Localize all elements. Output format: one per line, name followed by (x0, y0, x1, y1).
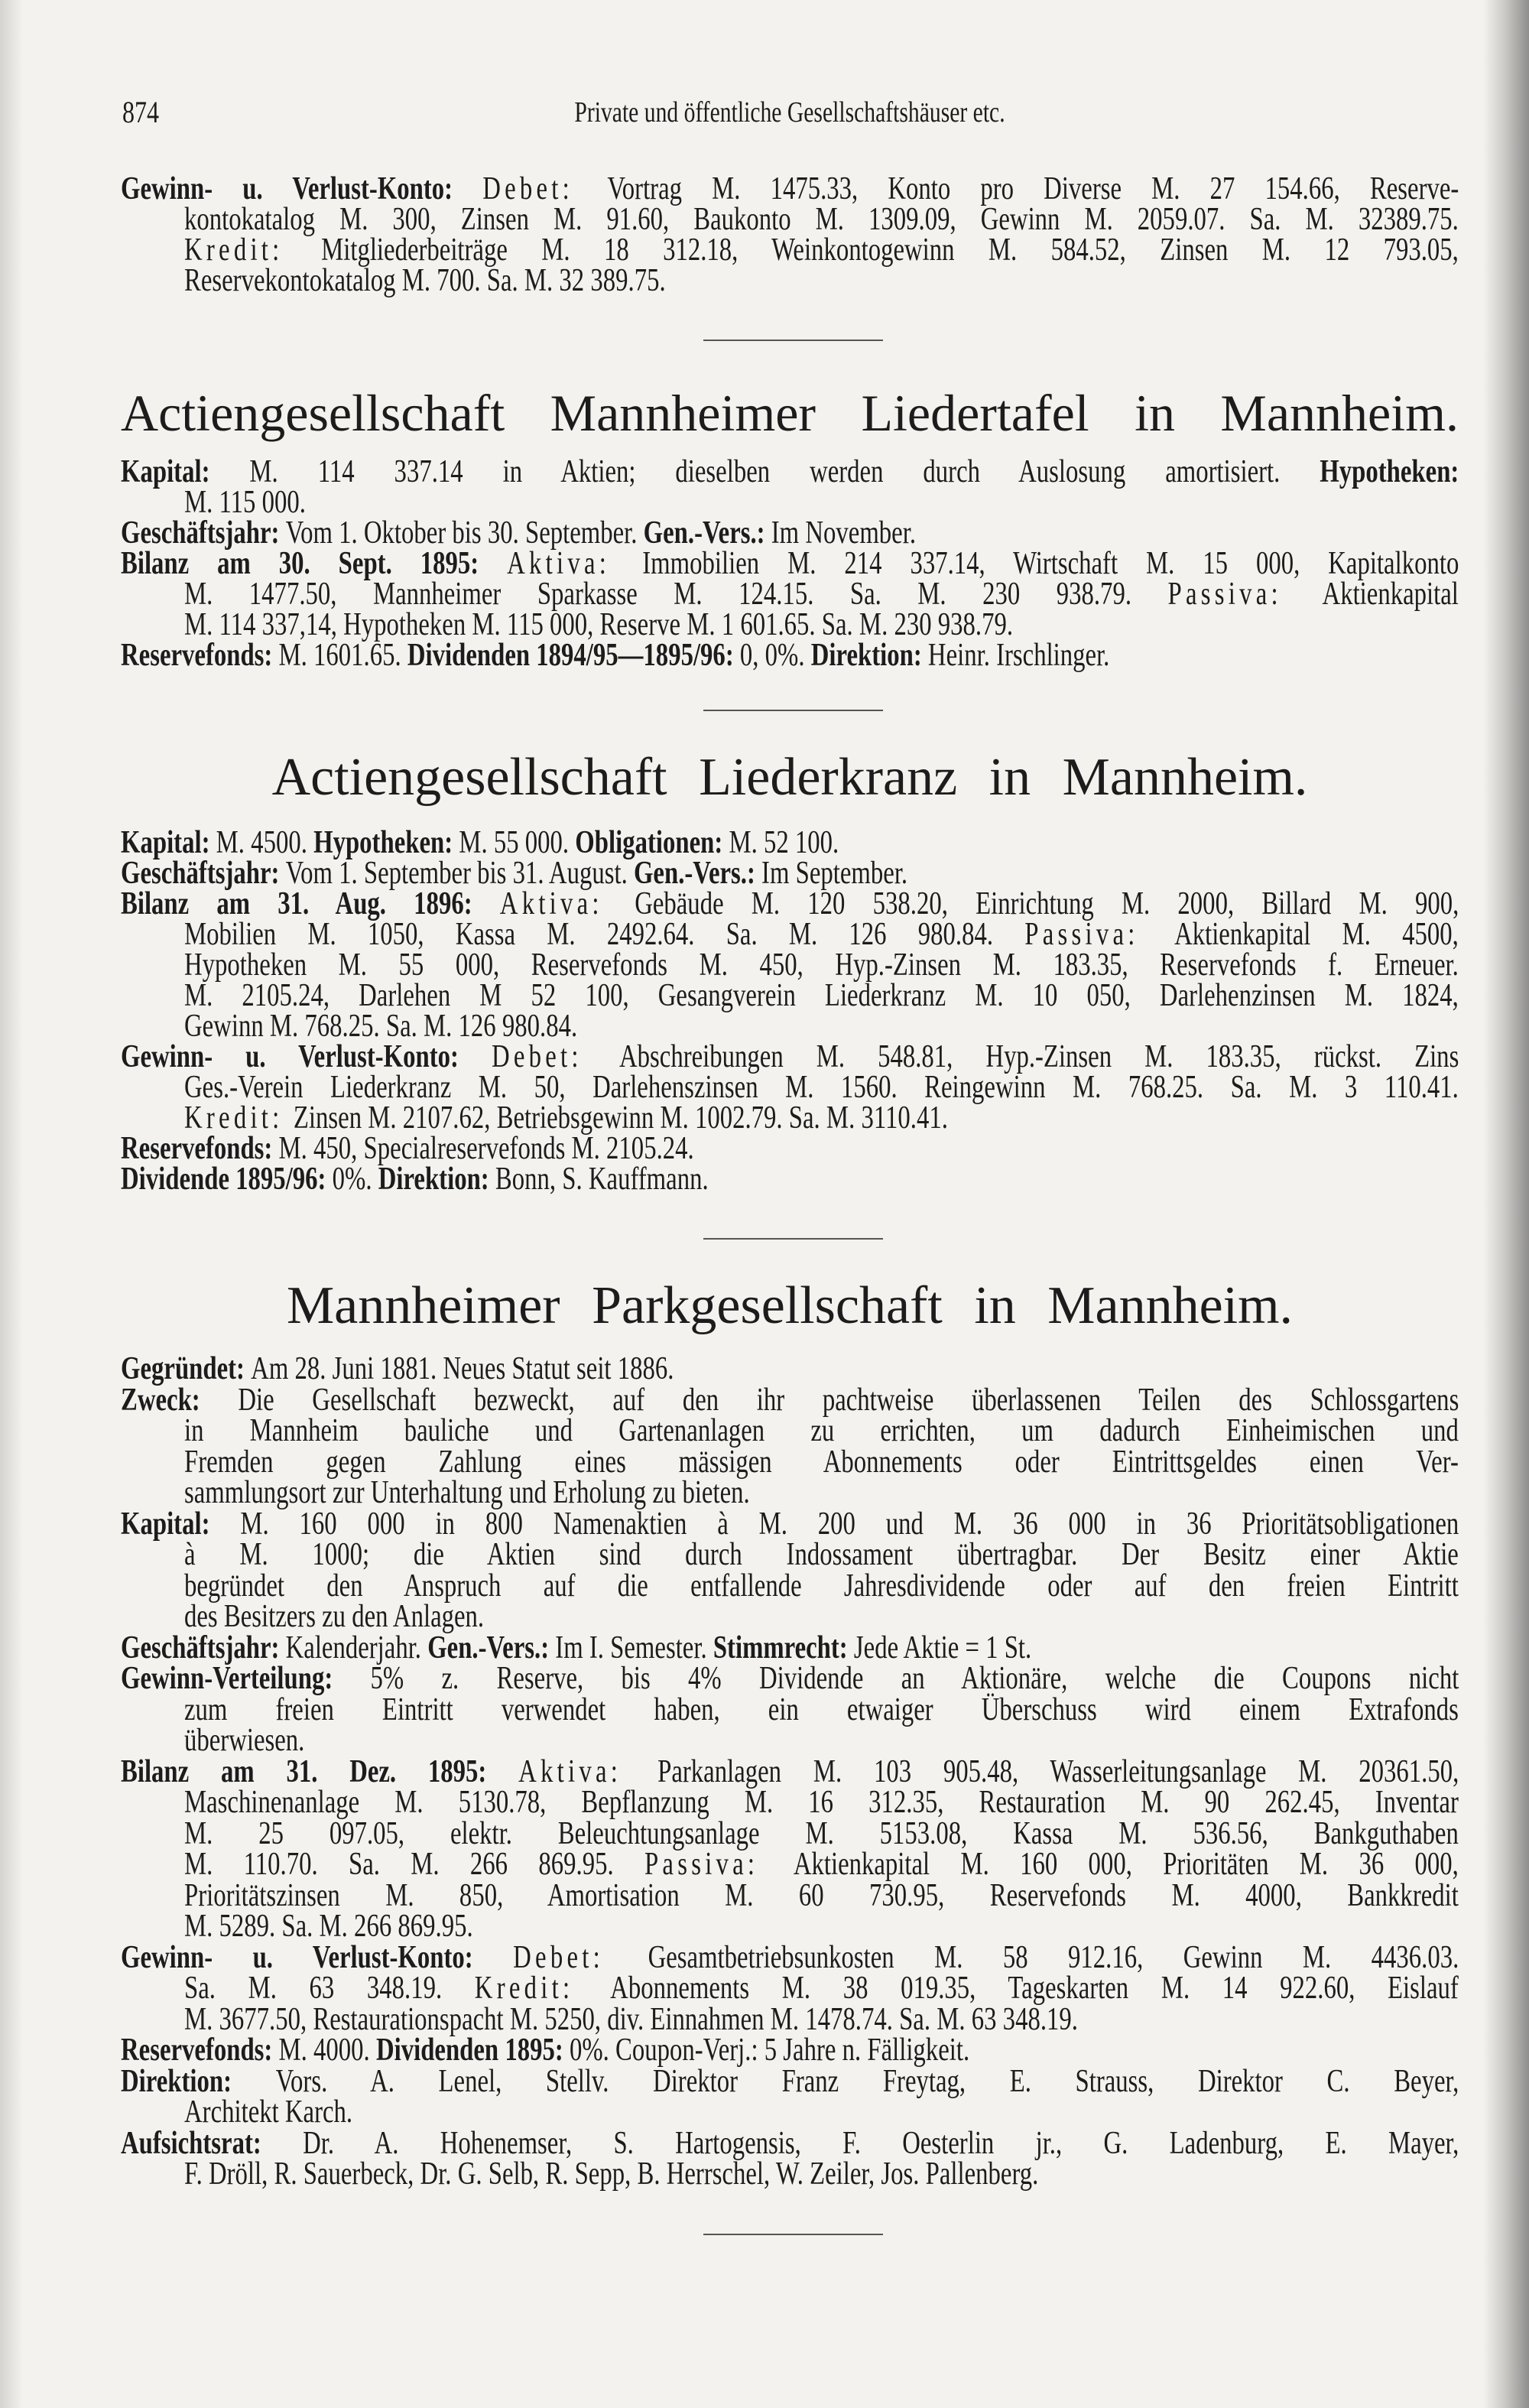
entry (121, 1162, 1459, 1197)
entry (121, 515, 1459, 551)
section-continued-accounts (121, 171, 1459, 298)
entry (121, 171, 1459, 298)
body-text: Gebäude M. 120 538.20, Einrichtung M. 2000, Billard M. 900, (635, 886, 1459, 921)
section-liederkranz (121, 825, 1459, 1197)
body-text: Zinsen M. 2107.62, Betriebsgewinn M. 1002.79. Sa. M. 3110.41. (293, 1100, 948, 1136)
text-line (121, 1753, 1459, 1789)
body-text: Hypotheken M. 55 000, Reservefonds M. 450, Hyp.-Zinsen M. 183.35, Reservefonds f. Erneuer. (184, 947, 1459, 983)
spaced-label: Debet: (491, 1039, 620, 1074)
spaced-label: Passiva: (644, 1847, 794, 1882)
field-label: Gen.-Vers.: (643, 515, 771, 551)
body-text: Ges.-Verein Liederkranz M. 50, Darlehenszinsen M. 1560. Reingewinn M. 768.25. Sa. M. 3 110.41. (184, 1070, 1459, 1105)
body-text: M. 1477.50, Mannheimer Sparkasse M. 124.15. Sa. M. 230 938.79. (184, 577, 1168, 612)
spaced-label: Aktiva: (499, 886, 635, 921)
spaced-label: Debet: (513, 1939, 648, 1975)
body-text: M. 25 097.05, elektr. Beleuchtungsanlage M. 5153.08, Kassa M. 536.56, Bankguthaben (184, 1815, 1459, 1851)
text-line (184, 2001, 1459, 2037)
field-label: Obligationen: (575, 825, 729, 860)
text-line (121, 2125, 1459, 2161)
text-line (184, 1415, 1459, 1447)
body-text: Die Gesellschaft bezweckt, auf den ihr pachtweise überlassenen Teilen des Schlossgartens (238, 1382, 1459, 1418)
field-label: Direktion: (810, 638, 928, 673)
field-label: Direktion: (121, 2063, 276, 2099)
text-line (121, 171, 1459, 206)
section-parkgesellschaft (121, 1353, 1459, 2190)
body-text: Gesamtbetriebsunkosten M. 58 912.16, Gewinn M. 4436.03. (648, 1939, 1459, 1975)
field-label: Reservefonds: (121, 1131, 279, 1166)
body-text: Aktienkapital M. 4500, (1174, 917, 1459, 952)
text-line (121, 1939, 1459, 1975)
field-label: Bilanz am 31. Aug. 1896: (121, 886, 500, 921)
body-text: sammlungsort zur Unterhaltung und Erholung zu bieten. (184, 1475, 750, 1510)
text-line (121, 640, 1459, 671)
text-line (121, 1133, 1459, 1164)
entry (121, 1039, 1459, 1136)
text-line (184, 980, 1459, 1011)
section-divider (703, 1238, 883, 1240)
section-title-liederkranz: Actiengesellschaft Liederkranz in Mannheim. (271, 748, 1308, 807)
field-label: Gen.-Vers.: (633, 856, 762, 891)
text-line (184, 1601, 1459, 1633)
body-text: Vom 1. September bis 31. August. (285, 856, 634, 891)
field-label: Dividenden 1895: (375, 2033, 570, 2068)
spaced-label: Kredit: (184, 1100, 294, 1136)
field-label: Stimmrecht: (713, 1630, 854, 1665)
text-line (184, 1539, 1459, 1571)
body-text: Abonnements M. 38 019.35, Tageskarten M. 14 922.60, Eislauf (610, 1971, 1459, 2006)
text-line (121, 1353, 1459, 1385)
entry (121, 1506, 1459, 1634)
body-text: M. 450, Specialreservefonds M. 2105.24. (278, 1131, 694, 1166)
body-text: M. 110.70. Sa. M. 266 869.95. (184, 1847, 644, 1882)
body-text: Fremden gegen Zahlung eines mässigen Abonnements oder Eintrittsgeldes einen Ver- (184, 1444, 1459, 1480)
body-text: M. 2105.24, Darlehen M 52 100, Gesangverein Liederkranz M. 10 050, Darlehenzinsen M. 1824, (184, 978, 1459, 1013)
body-text: des Besitzers zu den Anlagen. (184, 1599, 485, 1634)
entry (121, 1939, 1459, 2037)
body-text: 0%. (332, 1162, 378, 1197)
entry (121, 1353, 1459, 1385)
text-line (184, 577, 1459, 612)
text-line (121, 2063, 1459, 2099)
body-text: Gewinn M. 768.25. Sa. M. 126 980.84. (184, 1009, 578, 1044)
text-line (184, 1568, 1459, 1604)
body-text: 0%. Coupon-Verj.: 5 Jahre n. Fälligkeit. (569, 2033, 970, 2068)
body-text: Vortrag M. 1475.33, Konto pro Diverse M. 27 154.66, Reserve- (607, 171, 1459, 206)
body-text: in Mannheim bauliche und Gartenanlagen zu errichten, um dadurch Einheimischen und (184, 1413, 1459, 1448)
entry (121, 827, 1459, 858)
field-label: Gewinn- u. Verlust-Konto: (121, 1939, 514, 1975)
field-label: Gewinn-Verteilung: (121, 1661, 371, 1696)
entry (121, 2125, 1459, 2192)
field-label: Dividende 1895/96: (121, 1162, 333, 1197)
body-text: Immobilien M. 214 337.14, Wirtschaft M. 15 000, Kapitalkonto (642, 546, 1459, 581)
spaced-label: Passiva: (1024, 917, 1175, 952)
entry (121, 1630, 1459, 1665)
spaced-label: Kredit: (184, 232, 322, 268)
text-line (121, 1506, 1459, 1542)
text-line (184, 487, 1459, 518)
text-line (121, 1630, 1459, 1665)
body-text: Prioritätszinsen M. 850, Amortisation M. 60 730.95, Reservefonds M. 4000, Bankkredit (184, 1877, 1459, 1913)
body-text: Heinr. Irschlinger. (927, 638, 1110, 673)
body-text: Im I. Semester. (555, 1630, 713, 1665)
body-text: 5% z. Reserve, bis 4% Dividende an Aktionäre, welche die Coupons nicht (370, 1661, 1459, 1696)
text-line (184, 265, 1459, 296)
body-text: M. 114 337.14 in Aktien; dieselben werden durch Auslosung amortisiert. (249, 454, 1320, 489)
field-label: Kapital: (121, 1506, 241, 1542)
body-text: Im September. (761, 856, 908, 891)
body-text: überwiesen. (184, 1723, 305, 1758)
body-text: Am 28. Juni 1881. Neues Statut seit 1886. (251, 1351, 674, 1386)
field-label: Reservefonds: (121, 638, 279, 673)
field-label: Dividenden 1894/95—1895/96: (407, 638, 740, 673)
field-label: Kapital: (121, 825, 216, 860)
body-text: Im November. (771, 515, 917, 551)
text-line (121, 1382, 1459, 1418)
spaced-label: Aktiva: (518, 1753, 658, 1789)
body-text: M. 52 100. (729, 825, 839, 860)
body-text: Kalenderjahr. (285, 1630, 428, 1665)
text-line (184, 1725, 1459, 1756)
body-text: Mitgliederbeiträge M. 18 312.18, Weinkontogewinn M. 584.52, Zinsen M. 12 793.05, (321, 232, 1459, 268)
field-label: Direktion: (378, 1162, 495, 1197)
body-text: Aktienkapital (1322, 577, 1459, 612)
spaced-label: Kredit: (474, 1971, 611, 2006)
body-text: Reservekontokatalog M. 700. Sa. M. 32 389.75. (184, 263, 666, 298)
text-line (184, 2156, 1459, 2192)
body-text: Architekt Karch. (184, 2094, 353, 2130)
body-text: M. 4500. (216, 825, 314, 860)
entry (121, 858, 1459, 889)
field-label: Geschäftsjahr: (121, 515, 286, 551)
section-divider (703, 2234, 883, 2235)
body-text: Jede Aktie = 1 St. (853, 1630, 1032, 1665)
text-line (184, 609, 1459, 640)
entry (121, 2035, 1459, 2066)
spaced-label: Passiva: (1167, 577, 1323, 612)
body-text: M. 115 000. (184, 485, 306, 520)
text-line (184, 1691, 1459, 1727)
text-line (184, 1877, 1459, 1913)
text-line (121, 548, 1459, 579)
field-label: Gegründet: (121, 1351, 252, 1386)
body-text: Mobilien M. 1050, Kassa M. 2492.64. Sa. M. 126 980.84. (184, 917, 1025, 952)
field-label: Kapital: (121, 454, 250, 489)
body-text: M. 114 337,14, Hypotheken M. 115 000, Reserve M. 1 601.65. Sa. M. 230 938.79. (184, 607, 1014, 642)
text-line (121, 454, 1459, 489)
page-edge-shadow-right (1483, 0, 1529, 2408)
text-line (184, 204, 1459, 235)
field-label: Geschäftsjahr: (121, 856, 286, 891)
field-label: Bilanz am 31. Dez. 1895: (121, 1753, 519, 1789)
text-line (184, 1444, 1459, 1480)
body-text: begründet den Anspruch auf die entfallende Jahresdividende oder auf den freien Eintritt (184, 1568, 1459, 1604)
text-line (184, 2094, 1459, 2130)
section-divider (703, 710, 883, 711)
body-text: Abschreibungen M. 548.81, Hyp.-Zinsen M. 183.35, rückst. Zins (619, 1039, 1459, 1074)
body-text: à M. 1000; die Aktien sind durch Indossament übertragbar. Der Besitz einer Aktie (184, 1537, 1459, 1572)
text-line (184, 1815, 1459, 1851)
text-line (121, 515, 1459, 551)
field-label: Hypotheken: (1320, 454, 1459, 489)
body-text: M. 3677.50, Restaurationspacht M. 5250, div. Einnahmen M. 1478.74. Sa. M. 63 348.19. (184, 2001, 1078, 2037)
entry (121, 886, 1459, 1044)
field-label: Geschäftsjahr: (121, 1630, 286, 1665)
field-label: Reservefonds: (121, 2033, 279, 2068)
text-line (184, 1849, 1459, 1880)
section-divider (703, 340, 883, 341)
text-line (121, 1663, 1459, 1695)
page-edge-shadow-left (0, 0, 23, 2408)
entry (121, 640, 1459, 671)
field-label: Gen.-Vers.: (427, 1630, 556, 1665)
section-liedertafel (121, 454, 1459, 673)
entry (121, 1133, 1459, 1164)
text-line (184, 1100, 1459, 1136)
body-text: M. 55 000. (459, 825, 576, 860)
body-text: Vom 1. Oktober bis 30. September. (285, 515, 644, 551)
text-line (121, 827, 1459, 858)
field-label: Zweck: (121, 1382, 239, 1418)
text-line (121, 886, 1459, 921)
text-line (184, 1911, 1459, 1942)
text-line (184, 1973, 1459, 2004)
body-text: Parkanlagen M. 103 905.48, Wasserleitungsanlage M. 20361.50, (657, 1753, 1459, 1789)
field-label: Gewinn- u. Verlust-Konto: (121, 1039, 492, 1074)
field-label: Hypotheken: (313, 825, 459, 860)
text-line (121, 858, 1459, 889)
page-number: 874 (122, 95, 159, 129)
text-line (121, 1162, 1459, 1197)
entry (121, 548, 1459, 640)
body-text: Vors. A. Lenel, Stellv. Direktor Franz Freytag, E. Strauss, Direktor C. Beyer, (275, 2063, 1459, 2099)
body-text: M. 160 000 in 800 Namenaktien à M. 200 und M. 36 000 in 36 Prioritätsobligationen (240, 1506, 1459, 1542)
text-line (184, 1477, 1459, 1509)
text-line (184, 1011, 1459, 1042)
body-text: kontokatalog M. 300, Zinsen M. 91.60, Baukonto M. 1309.09, Gewinn M. 2059.07. Sa. M. 32389.75. (184, 202, 1459, 237)
entry (121, 454, 1459, 520)
running-title: Private und öffentliche Gesellschaftshäuser etc. (574, 96, 1005, 128)
body-text: Maschinenanlage M. 5130.78, Bepflanzung M. 16 312.35, Restauration M. 90 262.45, Inventar (184, 1785, 1459, 1820)
entry (121, 1663, 1459, 1756)
text-line (184, 947, 1459, 983)
body-text: M. 4000. (278, 2033, 376, 2068)
entry (121, 2063, 1459, 2130)
body-text: zum freien Eintritt verwendet haben, ein etwaiger Überschuss wird einem Extrafonds (184, 1691, 1459, 1727)
section-title-liedertafel: Actiengesellschaft Mannheimer Liedertafel in Mannheim. (121, 384, 1459, 442)
spaced-label: Aktiva: (507, 546, 643, 581)
section-title-parkgesellschaft: Mannheimer Parkgesellschaft in Mannheim. (286, 1276, 1294, 1335)
body-text: Bonn, S. Kauffmann. (495, 1162, 709, 1197)
entry (121, 1753, 1459, 1944)
text-line (184, 232, 1459, 268)
entry (121, 1382, 1459, 1510)
body-text: 0, 0%. (739, 638, 811, 673)
body-text: Sa. M. 63 348.19. (184, 1971, 475, 2006)
body-text: M. 1601.65. (278, 638, 407, 673)
body-text: M. 5289. Sa. M. 266 869.95. (184, 1909, 473, 1944)
text-line (184, 919, 1459, 950)
text-line (184, 1787, 1459, 1818)
text-line (184, 1072, 1459, 1103)
field-label: Gewinn- u. Verlust-Konto: (121, 171, 483, 206)
body-text: F. Dröll, R. Sauerbeck, Dr. G. Selb, R. Sepp, B. Herrschel, W. Zeiler, Jos. Pallenberg. (184, 2156, 1039, 2192)
text-line (121, 2035, 1459, 2066)
spaced-label: Debet: (482, 171, 608, 206)
body-text: Dr. A. Hohenemser, S. Hartogensis, F. Oesterlin jr., G. Ladenburg, E. Mayer, (303, 2125, 1459, 2161)
field-label: Aufsichtsrat: (121, 2125, 304, 2161)
body-text: Aktienkapital M. 160 000, Prioritäten M. 36 000, (793, 1847, 1459, 1882)
text-line (121, 1039, 1459, 1074)
field-label: Bilanz am 30. Sept. 1895: (121, 546, 508, 581)
